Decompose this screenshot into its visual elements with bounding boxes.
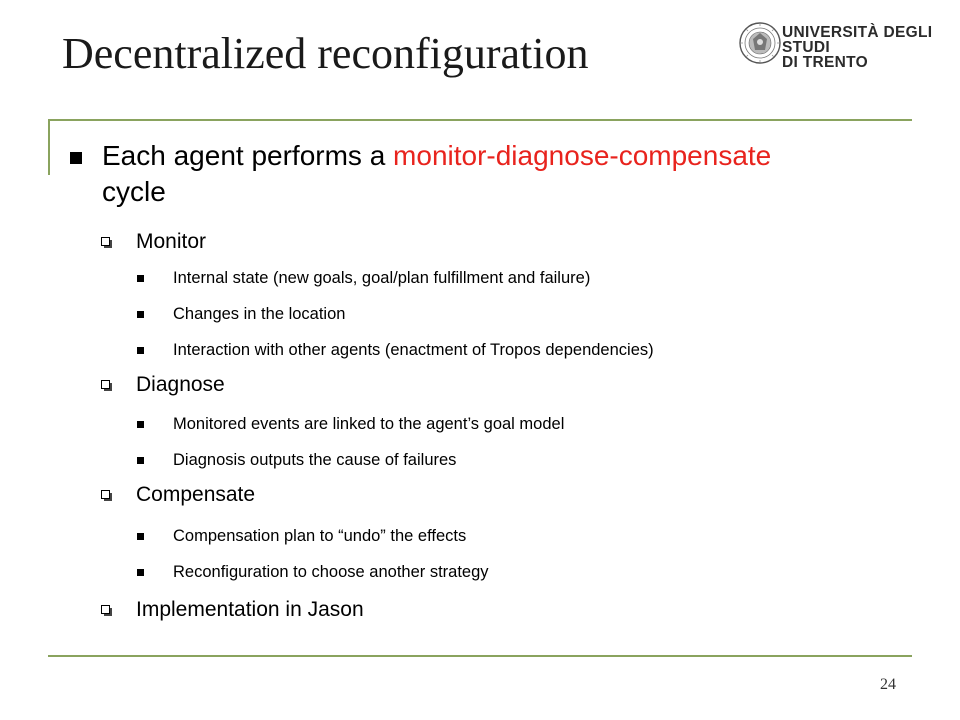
section-label: Implementation in Jason (136, 598, 364, 621)
page-number: 24 (880, 676, 896, 693)
hollow-square-bullet-icon (101, 237, 112, 248)
list-item-text: Changes in the location (173, 305, 346, 323)
list-item (173, 525, 466, 547)
top-divider-tick (48, 119, 50, 175)
section-label: Diagnose (136, 373, 225, 396)
list-item (173, 303, 345, 325)
hollow-square-bullet-icon (101, 490, 112, 501)
square-bullet-icon (137, 347, 144, 354)
list-item (173, 561, 489, 583)
square-bullet-icon (70, 152, 82, 164)
section-label: Compensate (136, 483, 256, 506)
main-bullet-text-end: cycle (102, 176, 166, 207)
university-name (782, 25, 960, 70)
section-diagnose (136, 372, 225, 398)
main-bullet-highlight: monitor-diagnose-compensate (393, 140, 772, 171)
hollow-square-bullet-icon (101, 380, 112, 391)
main-bullet (102, 138, 802, 210)
square-bullet-icon (137, 421, 144, 428)
square-bullet-icon (137, 569, 144, 576)
top-divider (48, 119, 912, 121)
list-item (173, 339, 654, 361)
list-item (173, 267, 590, 289)
list-item-text: Monitored events are linked to the agent’s goal model (173, 415, 565, 433)
list-item-text: Diagnosis outputs the cause of failures (173, 451, 457, 469)
university-name-line1: UNIVERSITÀ DEGLI STUDI (782, 24, 933, 56)
section-monitor (136, 229, 206, 255)
list-item (173, 413, 564, 435)
square-bullet-icon (137, 275, 144, 282)
slide-title: Decentralized reconfiguration (62, 29, 589, 78)
bottom-divider (48, 655, 912, 657)
square-bullet-icon (137, 311, 144, 318)
main-bullet-text: Each agent performs a (102, 140, 394, 171)
square-bullet-icon (137, 457, 144, 464)
section-label: Monitor (136, 230, 207, 253)
square-bullet-icon (137, 533, 144, 540)
list-item (173, 449, 456, 471)
hollow-square-bullet-icon (101, 605, 112, 616)
university-name-line2: DI TRENTO (782, 54, 868, 71)
list-item-text: Interaction with other agents (enactment of Tropos dependencies) (173, 341, 654, 359)
list-item-text: Reconfiguration to choose another strategy (173, 563, 489, 581)
list-item-text: Internal state (new goals, goal/plan fulfillment and failure) (173, 269, 591, 287)
section-compensate (136, 482, 255, 508)
list-item-text: Compensation plan to “undo” the effects (173, 527, 467, 545)
section-implementation (136, 597, 364, 623)
